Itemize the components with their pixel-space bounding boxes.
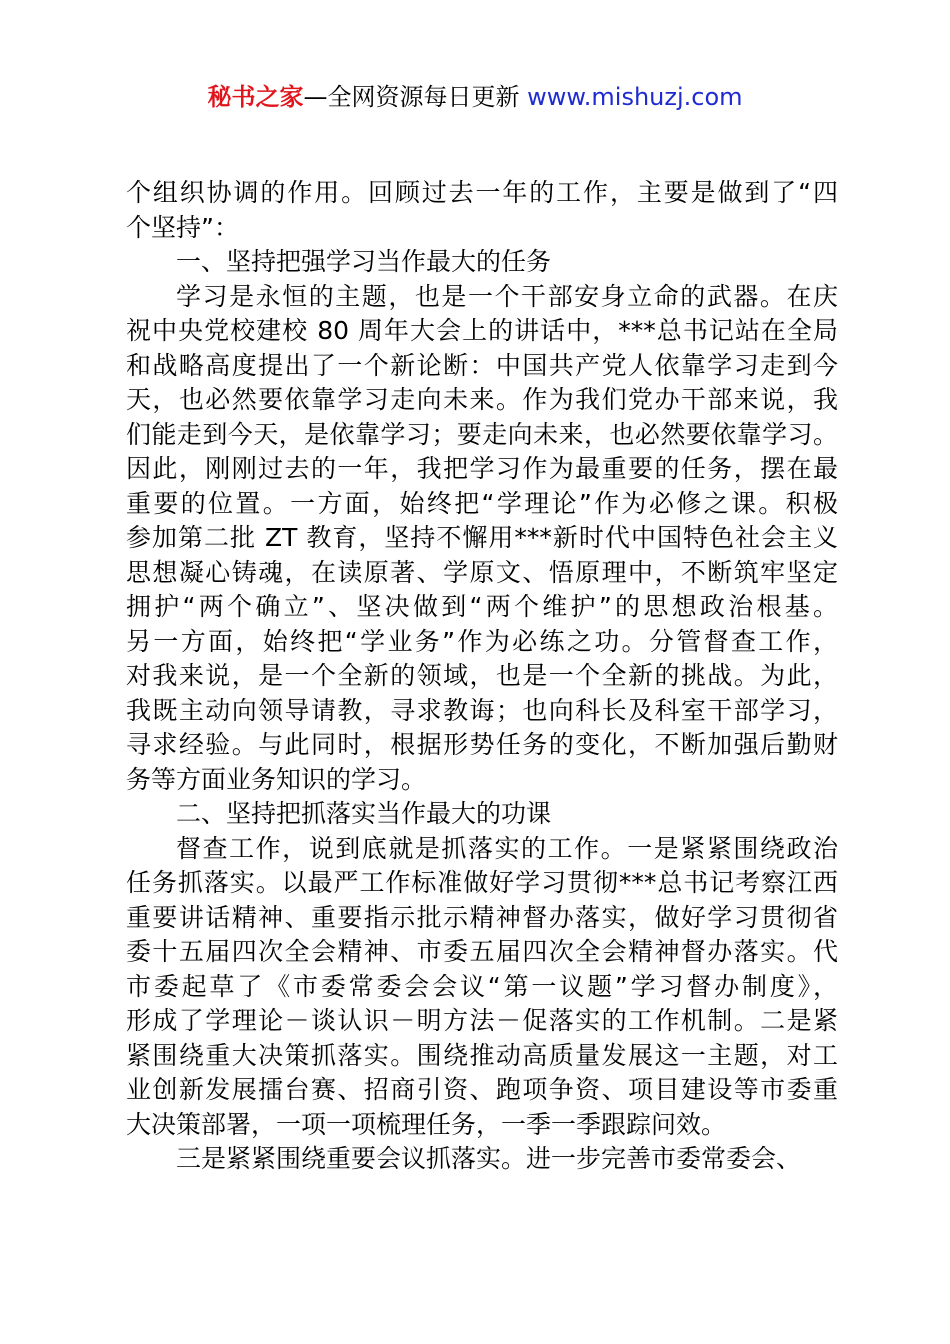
paragraph-intro-continuation <box>126 176 838 245</box>
text-line: 天，也必然要依靠学习走向未来。作为我们党办干部来说，我 <box>126 385 838 414</box>
page-header <box>0 80 950 114</box>
text-line: 另一方面，始终把“学业务”作为必练之功。分管督查工作， <box>126 626 838 656</box>
text-line: 紧围绕重大决策抓落实。围绕推动高质量发展这一主题，对工 <box>126 1040 838 1070</box>
brand-name: 秘书之家 <box>207 83 304 111</box>
text-line: 思想凝心铸魂，在读原著、学原文、悟原理中，不断筑牢坚定 <box>126 557 838 587</box>
text-line: 重要的位置。一方面，始终把“学理论”作为必修之课。积极 <box>126 488 838 518</box>
section-heading-1 <box>126 245 838 280</box>
text-line: 个组织协调的作用。回顾过去一年的工作，主要是做到了“四 <box>126 178 838 207</box>
text-line: 三是紧紧围绕重要会议抓落实。进一步完善市委常委会、 <box>176 1144 802 1173</box>
text-line: 务等方面业务知识的学习。 <box>126 764 427 794</box>
text-line: 拥护“两个确立”、坚决做到“两个维护”的思想政治根基。 <box>126 592 838 621</box>
text-line: 市委起草了《市委常委会会议“第一议题”学习督办制度》， <box>126 971 838 1001</box>
text-line: 因此，刚刚过去的一年，我把学习作为最重要的任务，摆在最 <box>126 454 838 483</box>
text-line: 二、坚持把抓落实当作最大的功课 <box>176 799 552 828</box>
text-line: 学习是永恒的主题，也是一个干部安身立命的武器。在庆 <box>176 281 838 311</box>
paragraph-meetings <box>126 1142 838 1177</box>
text-line: 对我来说，是一个全新的领域，也是一个全新的挑战。为此， <box>126 661 838 690</box>
text-line: 寻求经验。与此同时，根据形势任务的变化，不断加强后勤财 <box>126 730 838 759</box>
text-line: 一、坚持把强学习当作最大的任务 <box>176 247 552 276</box>
text-line: 个坚持”： <box>126 212 239 242</box>
text-line: 祝中央党校建校 80 周年大会上的讲话中，***总书记站在全局 <box>126 316 838 345</box>
text-line: 委十五届四次全会精神、市委五届四次全会精神督办落实。代 <box>126 937 838 966</box>
site-url-link[interactable]: www.mishuzj.com <box>527 83 743 111</box>
header-tagline: —全网资源每日更新 <box>303 83 528 111</box>
text-line: 重要讲话精神、重要指示批示精神督办落实，做好学习贯彻省 <box>126 902 838 932</box>
paragraph-study <box>126 280 838 798</box>
paragraph-implementation <box>126 832 838 1143</box>
document-body <box>126 176 838 1177</box>
text-line: 参加第二批 ZT 教育，坚持不懈用***新时代中国特色社会主义 <box>126 523 838 552</box>
text-line: 形成了学理论－谈认识－明方法－促落实的工作机制。二是紧 <box>126 1006 838 1035</box>
text-line: 们能走到今天，是依靠学习；要走向未来，也必然要依靠学习。 <box>126 419 838 449</box>
text-line: 督查工作，说到底就是抓落实的工作。一是紧紧围绕政治 <box>176 833 838 863</box>
text-line: 业创新发展擂台赛、招商引资、跑项争资、项目建设等市委重 <box>126 1075 838 1104</box>
text-line: 和战略高度提出了一个新论断：中国共产党人依靠学习走到今 <box>126 350 838 380</box>
section-heading-2 <box>126 797 838 832</box>
text-line: 任务抓落实。以最严工作标准做好学习贯彻***总书记考察江西 <box>126 868 838 897</box>
text-line: 我既主动向领导请教，寻求教诲；也向科长及科室干部学习， <box>126 695 838 725</box>
text-line: 大决策部署，一项一项梳理任务，一季一季跟踪问效。 <box>126 1109 727 1139</box>
